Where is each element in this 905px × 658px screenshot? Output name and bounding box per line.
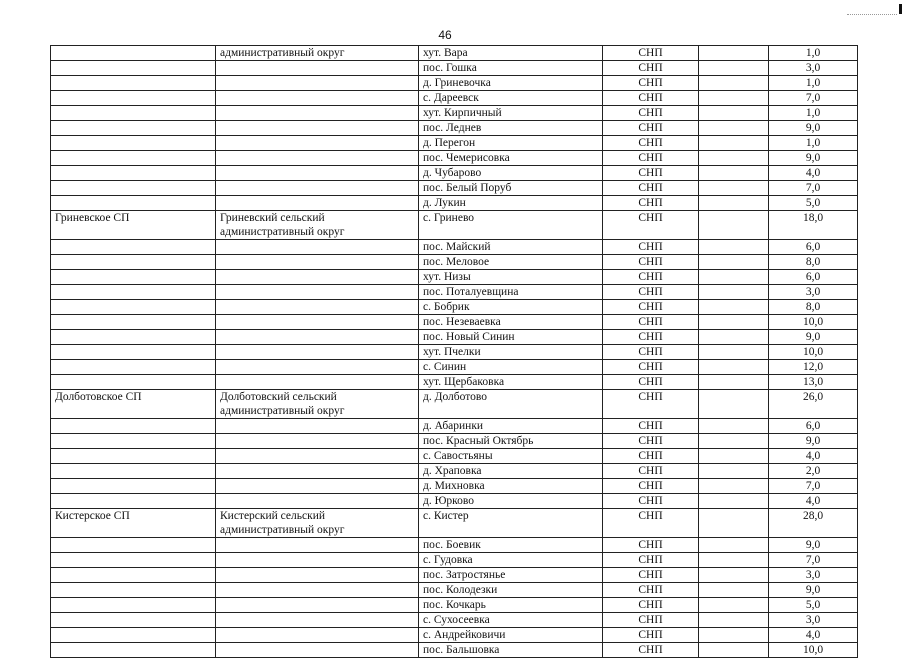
- district-cell: [51, 553, 216, 568]
- okrug-cell: [216, 434, 419, 449]
- table-row: [51, 270, 858, 285]
- okrug-cell: [216, 643, 419, 658]
- value-cell: 6,0: [769, 240, 858, 255]
- empty-cell: [699, 583, 769, 598]
- settlement-type-cell: СНП: [603, 181, 699, 196]
- settlement-type-cell: СНП: [603, 643, 699, 658]
- okrug-cell: [216, 345, 419, 360]
- locality-cell: пос. Боевик: [419, 538, 603, 553]
- empty-cell: [699, 449, 769, 464]
- empty-cell: [699, 300, 769, 315]
- district-cell: [51, 181, 216, 196]
- value-cell: 9,0: [769, 434, 858, 449]
- page-number: 46: [438, 28, 452, 42]
- value-cell: 3,0: [769, 61, 858, 76]
- okrug-cell: [216, 538, 419, 553]
- okrug-cell: [216, 330, 419, 345]
- empty-cell: [699, 255, 769, 270]
- settlement-type-cell: СНП: [603, 583, 699, 598]
- district-cell: [51, 494, 216, 509]
- locality-cell: д. Долботово: [419, 390, 603, 419]
- value-cell: 18,0: [769, 211, 858, 240]
- okrug-line: Гриневский сельский: [220, 212, 325, 224]
- settlement-type-cell: СНП: [603, 106, 699, 121]
- district-cell: [51, 464, 216, 479]
- okrug-line: Долботовский сельский: [220, 391, 337, 403]
- scan-edge-mark: [899, 4, 902, 14]
- settlement-type-cell: СНП: [603, 61, 699, 76]
- settlement-type-cell: СНП: [603, 151, 699, 166]
- table-row: [51, 390, 858, 419]
- value-cell: 7,0: [769, 91, 858, 106]
- table-row: [51, 300, 858, 315]
- locality-cell: д. Лукин: [419, 196, 603, 211]
- table-row: [51, 345, 858, 360]
- settlement-type-cell: СНП: [603, 255, 699, 270]
- table-row: [51, 494, 858, 509]
- table-row: [51, 46, 858, 61]
- value-cell: 3,0: [769, 568, 858, 583]
- locality-cell: пос. Бальшовка: [419, 643, 603, 658]
- value-cell: 1,0: [769, 136, 858, 151]
- district-cell: [51, 479, 216, 494]
- okrug-cell: [216, 375, 419, 390]
- value-cell: 4,0: [769, 628, 858, 643]
- okrug-cell: [216, 419, 419, 434]
- district-cell: [51, 330, 216, 345]
- table-row: [51, 255, 858, 270]
- okrug-cell: [216, 121, 419, 136]
- value-cell: 26,0: [769, 390, 858, 419]
- settlement-type-cell: СНП: [603, 494, 699, 509]
- locality-cell: пос. Белый Поруб: [419, 181, 603, 196]
- settlement-type-cell: СНП: [603, 449, 699, 464]
- okrug-cell: [216, 479, 419, 494]
- locality-cell: д. Перегон: [419, 136, 603, 151]
- empty-cell: [699, 538, 769, 553]
- empty-cell: [699, 613, 769, 628]
- okrug-cell: [216, 61, 419, 76]
- table-row: [51, 121, 858, 136]
- locality-cell: с. Гринево: [419, 211, 603, 240]
- locality-cell: пос. Чемерисовка: [419, 151, 603, 166]
- district-cell: [51, 136, 216, 151]
- value-cell: 9,0: [769, 121, 858, 136]
- settlement-type-cell: СНП: [603, 553, 699, 568]
- settlement-type-cell: СНП: [603, 330, 699, 345]
- locality-cell: пос. Поталуевщина: [419, 285, 603, 300]
- district-cell: [51, 285, 216, 300]
- table-row: [51, 136, 858, 151]
- table-row: [51, 553, 858, 568]
- okrug-cell: [216, 390, 419, 419]
- value-cell: 4,0: [769, 449, 858, 464]
- okrug-cell: [216, 598, 419, 613]
- table-row: [51, 538, 858, 553]
- district-cell: Кистерское СП: [51, 509, 216, 538]
- empty-cell: [699, 91, 769, 106]
- district-cell: [51, 300, 216, 315]
- district-cell: Гриневское СП: [51, 211, 216, 240]
- table-row: [51, 211, 858, 240]
- table-row: [51, 76, 858, 91]
- okrug-line: Кистерский сельский: [220, 510, 326, 522]
- locality-cell: пос. Колодезки: [419, 583, 603, 598]
- okrug-cell: [216, 211, 419, 240]
- locality-cell: пос. Незеваевка: [419, 315, 603, 330]
- empty-cell: [699, 330, 769, 345]
- locality-cell: пос. Майский: [419, 240, 603, 255]
- locality-cell: пос. Меловое: [419, 255, 603, 270]
- okrug-cell: [216, 166, 419, 181]
- district-cell: [51, 106, 216, 121]
- settlements-table: [50, 45, 858, 658]
- locality-cell: пос. Кочкарь: [419, 598, 603, 613]
- district-cell: [51, 613, 216, 628]
- okrug-cell: [216, 240, 419, 255]
- locality-cell: хут. Кирпичный: [419, 106, 603, 121]
- empty-cell: [699, 151, 769, 166]
- locality-cell: пос. Красный Октябрь: [419, 434, 603, 449]
- okrug-cell: [216, 91, 419, 106]
- district-cell: [51, 121, 216, 136]
- empty-cell: [699, 464, 769, 479]
- settlement-type-cell: СНП: [603, 479, 699, 494]
- empty-cell: [699, 166, 769, 181]
- value-cell: 4,0: [769, 494, 858, 509]
- settlements-table-body: [51, 46, 858, 658]
- district-cell: [51, 538, 216, 553]
- locality-cell: д. Чубарово: [419, 166, 603, 181]
- empty-cell: [699, 196, 769, 211]
- value-cell: 9,0: [769, 538, 858, 553]
- empty-cell: [699, 553, 769, 568]
- locality-cell: пос. Гошка: [419, 61, 603, 76]
- empty-cell: [699, 375, 769, 390]
- table-row: [51, 479, 858, 494]
- table-row: [51, 240, 858, 255]
- table-row: [51, 434, 858, 449]
- settlement-type-cell: СНП: [603, 360, 699, 375]
- district-cell: [51, 434, 216, 449]
- empty-cell: [699, 106, 769, 121]
- okrug-cell: [216, 553, 419, 568]
- empty-cell: [699, 345, 769, 360]
- district-cell: Долботовское СП: [51, 390, 216, 419]
- locality-cell: д. Михновка: [419, 479, 603, 494]
- table-row: [51, 643, 858, 658]
- empty-cell: [699, 419, 769, 434]
- settlement-type-cell: СНП: [603, 568, 699, 583]
- settlement-type-cell: СНП: [603, 196, 699, 211]
- district-cell: [51, 46, 216, 61]
- district-cell: [51, 151, 216, 166]
- okrug-cell: [216, 360, 419, 375]
- empty-cell: [699, 390, 769, 419]
- settlement-type-cell: СНП: [603, 434, 699, 449]
- empty-cell: [699, 494, 769, 509]
- settlement-type-cell: СНП: [603, 464, 699, 479]
- table-row: [51, 419, 858, 434]
- settlement-type-cell: СНП: [603, 345, 699, 360]
- locality-cell: пос. Леднев: [419, 121, 603, 136]
- locality-cell: пос. Новый Синин: [419, 330, 603, 345]
- district-cell: [51, 375, 216, 390]
- table-row: [51, 449, 858, 464]
- value-cell: 2,0: [769, 464, 858, 479]
- district-cell: [51, 315, 216, 330]
- value-cell: 7,0: [769, 181, 858, 196]
- okrug-cell: [216, 300, 419, 315]
- empty-cell: [699, 136, 769, 151]
- settlement-type-cell: СНП: [603, 419, 699, 434]
- table-row: [51, 509, 858, 538]
- district-cell: [51, 568, 216, 583]
- settlement-type-cell: СНП: [603, 121, 699, 136]
- settlement-type-cell: СНП: [603, 375, 699, 390]
- settlement-type-cell: СНП: [603, 538, 699, 553]
- settlement-type-cell: СНП: [603, 270, 699, 285]
- locality-cell: с. Дареевск: [419, 91, 603, 106]
- okrug-line: административный округ: [220, 226, 345, 238]
- locality-cell: д. Абаринки: [419, 419, 603, 434]
- district-cell: [51, 270, 216, 285]
- okrug-cell: [216, 151, 419, 166]
- value-cell: 8,0: [769, 255, 858, 270]
- table-row: [51, 315, 858, 330]
- okrug-cell: [216, 255, 419, 270]
- locality-cell: пос. Затростянье: [419, 568, 603, 583]
- okrug-cell: [216, 46, 419, 61]
- locality-cell: с. Андрейковичи: [419, 628, 603, 643]
- value-cell: 5,0: [769, 598, 858, 613]
- table-row: [51, 106, 858, 121]
- settlement-type-cell: СНП: [603, 598, 699, 613]
- okrug-cell: [216, 181, 419, 196]
- okrug-cell: [216, 315, 419, 330]
- settlement-type-cell: СНП: [603, 509, 699, 538]
- locality-cell: с. Савостьяны: [419, 449, 603, 464]
- settlement-type-cell: СНП: [603, 46, 699, 61]
- value-cell: 3,0: [769, 613, 858, 628]
- scan-artifact: [847, 14, 897, 16]
- settlement-type-cell: СНП: [603, 91, 699, 106]
- empty-cell: [699, 598, 769, 613]
- table-row: [51, 91, 858, 106]
- value-cell: 6,0: [769, 270, 858, 285]
- okrug-cell: [216, 568, 419, 583]
- locality-cell: д. Гриневочка: [419, 76, 603, 91]
- table-row: [51, 375, 858, 390]
- locality-cell: хут. Щербаковка: [419, 375, 603, 390]
- table-row: [51, 464, 858, 479]
- table-row: [51, 583, 858, 598]
- district-cell: [51, 583, 216, 598]
- value-cell: 3,0: [769, 285, 858, 300]
- value-cell: 6,0: [769, 419, 858, 434]
- district-cell: [51, 240, 216, 255]
- okrug-cell: [216, 628, 419, 643]
- value-cell: 7,0: [769, 553, 858, 568]
- empty-cell: [699, 285, 769, 300]
- locality-cell: с. Гудовка: [419, 553, 603, 568]
- settlement-type-cell: СНП: [603, 136, 699, 151]
- empty-cell: [699, 360, 769, 375]
- value-cell: 1,0: [769, 76, 858, 91]
- empty-cell: [699, 240, 769, 255]
- locality-cell: хут. Низы: [419, 270, 603, 285]
- settlement-type-cell: СНП: [603, 166, 699, 181]
- empty-cell: [699, 628, 769, 643]
- table-row: [51, 360, 858, 375]
- district-cell: [51, 360, 216, 375]
- table-row: [51, 61, 858, 76]
- district-cell: [51, 61, 216, 76]
- district-cell: [51, 196, 216, 211]
- empty-cell: [699, 121, 769, 136]
- okrug-cell: [216, 449, 419, 464]
- district-cell: [51, 91, 216, 106]
- okrug-cell: [216, 509, 419, 538]
- district-cell: [51, 166, 216, 181]
- empty-cell: [699, 61, 769, 76]
- district-cell: [51, 598, 216, 613]
- table-row: [51, 181, 858, 196]
- okrug-line: административный округ: [220, 405, 345, 417]
- okrug-cell: [216, 494, 419, 509]
- settlement-type-cell: СНП: [603, 211, 699, 240]
- empty-cell: [699, 270, 769, 285]
- okrug-cell: [216, 583, 419, 598]
- value-cell: 9,0: [769, 330, 858, 345]
- district-cell: [51, 255, 216, 270]
- value-cell: 13,0: [769, 375, 858, 390]
- empty-cell: [699, 315, 769, 330]
- value-cell: 10,0: [769, 345, 858, 360]
- value-cell: 10,0: [769, 643, 858, 658]
- district-cell: [51, 628, 216, 643]
- okrug-cell: [216, 196, 419, 211]
- district-cell: [51, 643, 216, 658]
- settlement-type-cell: СНП: [603, 315, 699, 330]
- okrug-cell: [216, 270, 419, 285]
- locality-cell: д. Юрково: [419, 494, 603, 509]
- district-cell: [51, 449, 216, 464]
- empty-cell: [699, 211, 769, 240]
- value-cell: 10,0: [769, 315, 858, 330]
- settlement-type-cell: СНП: [603, 300, 699, 315]
- table-row: [51, 598, 858, 613]
- empty-cell: [699, 479, 769, 494]
- table-row: [51, 196, 858, 211]
- okrug-cell: [216, 106, 419, 121]
- locality-cell: хут. Пчелки: [419, 345, 603, 360]
- locality-cell: с. Кистер: [419, 509, 603, 538]
- table-row: [51, 568, 858, 583]
- locality-cell: с. Сухосеевка: [419, 613, 603, 628]
- table-row: [51, 166, 858, 181]
- okrug-cell: [216, 464, 419, 479]
- okrug-cell: [216, 613, 419, 628]
- empty-cell: [699, 46, 769, 61]
- settlement-type-cell: СНП: [603, 613, 699, 628]
- value-cell: 5,0: [769, 196, 858, 211]
- table-row: [51, 330, 858, 345]
- okrug-cell: [216, 76, 419, 91]
- okrug-cell: [216, 285, 419, 300]
- empty-cell: [699, 76, 769, 91]
- value-cell: 9,0: [769, 151, 858, 166]
- settlement-type-cell: СНП: [603, 285, 699, 300]
- value-cell: 9,0: [769, 583, 858, 598]
- table-row: [51, 613, 858, 628]
- empty-cell: [699, 509, 769, 538]
- value-cell: 7,0: [769, 479, 858, 494]
- value-cell: 28,0: [769, 509, 858, 538]
- settlement-type-cell: СНП: [603, 240, 699, 255]
- district-cell: [51, 345, 216, 360]
- okrug-line: административный округ: [220, 47, 345, 59]
- settlement-type-cell: СНП: [603, 390, 699, 419]
- value-cell: 8,0: [769, 300, 858, 315]
- empty-cell: [699, 434, 769, 449]
- locality-cell: хут. Вара: [419, 46, 603, 61]
- value-cell: 1,0: [769, 46, 858, 61]
- empty-cell: [699, 181, 769, 196]
- locality-cell: с. Синин: [419, 360, 603, 375]
- district-cell: [51, 419, 216, 434]
- table-row: [51, 285, 858, 300]
- locality-cell: с. Бобрик: [419, 300, 603, 315]
- empty-cell: [699, 568, 769, 583]
- okrug-line: административный округ: [220, 524, 345, 536]
- table-row: [51, 151, 858, 166]
- settlement-type-cell: СНП: [603, 628, 699, 643]
- empty-cell: [699, 643, 769, 658]
- value-cell: 1,0: [769, 106, 858, 121]
- table-row: [51, 628, 858, 643]
- okrug-cell: [216, 136, 419, 151]
- value-cell: 12,0: [769, 360, 858, 375]
- value-cell: 4,0: [769, 166, 858, 181]
- settlement-type-cell: СНП: [603, 76, 699, 91]
- locality-cell: д. Храповка: [419, 464, 603, 479]
- district-cell: [51, 76, 216, 91]
